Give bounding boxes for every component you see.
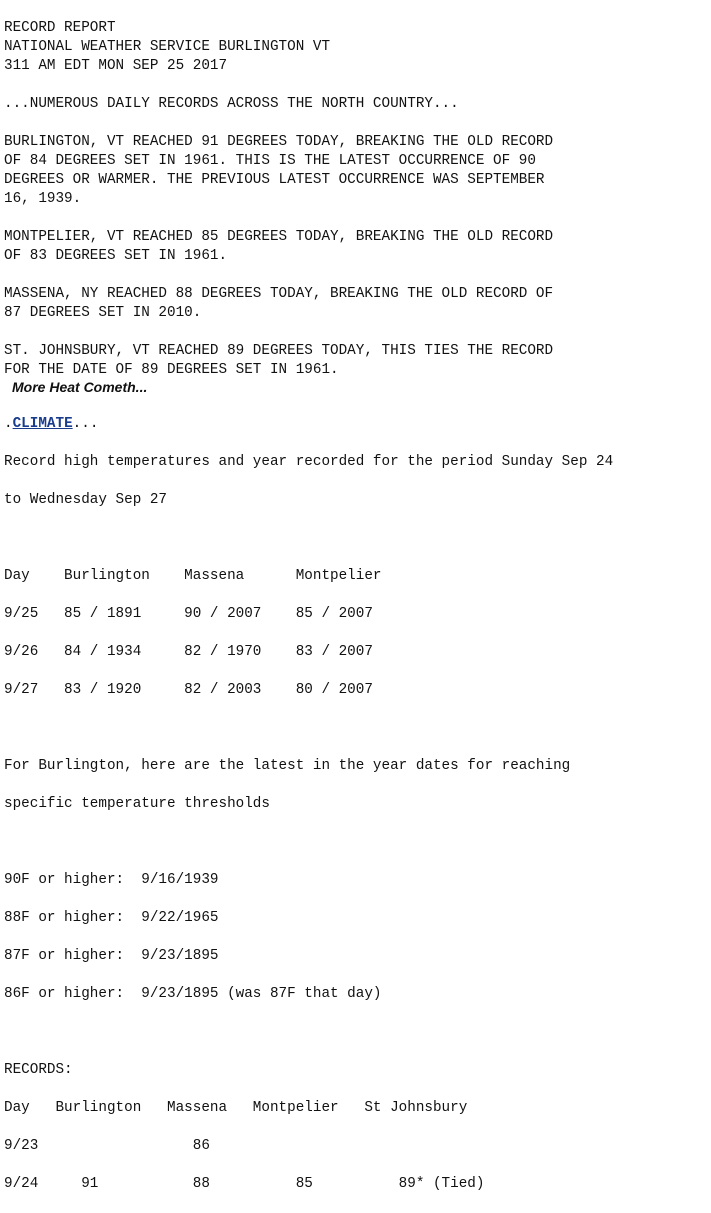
- climate-suffix: ...: [72, 416, 99, 432]
- thresholds-intro-line: For Burlington, here are the latest in the year dates for reaching: [4, 758, 571, 774]
- climate-title: [4, 415, 613, 434]
- paragraph-montpelier: [4, 228, 553, 266]
- report-headline: ...NUMEROUS DAILY RECORDS ACROSS THE NORTH COUNTRY...: [4, 96, 459, 112]
- section-heading: More Heat Cometh...: [12, 379, 148, 395]
- record-report: [4, 0, 553, 399]
- report-header-line-1: RECORD REPORT: [4, 20, 116, 36]
- paragraph-line: 16, 1939.: [4, 191, 82, 207]
- threshold-item: 88F or higher: 9/22/1965: [4, 910, 219, 926]
- report-header-line-3: 311 AM EDT MON SEP 25 2017: [4, 58, 228, 74]
- climate-prefix: .: [4, 416, 13, 432]
- table-row: 9/25 85 / 1891 90 / 2007 85 / 2007: [4, 606, 373, 622]
- threshold-item: 86F or higher: 9/23/1895 (was 87F that day): [4, 986, 382, 1002]
- paragraph-line: FOR THE DATE OF 89 DEGREES SET IN 1961.: [4, 362, 339, 378]
- climate-link[interactable]: CLIMATE: [12, 416, 73, 432]
- paragraph-line: ST. JOHNSBURY, VT REACHED 89 DEGREES TODAY, THIS TIES THE RECORD: [4, 343, 554, 359]
- climate-intro-line: to Wednesday Sep 27: [4, 492, 168, 508]
- records-header: Day Burlington Massena Montpelier St Johnsbury: [4, 1100, 468, 1116]
- records-label: RECORDS:: [4, 1062, 73, 1078]
- table-row: 9/27 83 / 1920 82 / 2003 80 / 2007: [4, 682, 373, 698]
- table-row: 9/23 86: [4, 1138, 210, 1154]
- paragraph-line: MASSENA, NY REACHED 88 DEGREES TODAY, BREAKING THE OLD RECORD OF: [4, 286, 554, 302]
- climate-intro-line: Record high temperatures and year recorded for the period Sunday Sep 24: [4, 454, 614, 470]
- report-header-line-2: NATIONAL WEATHER SERVICE BURLINGTON VT: [4, 39, 331, 55]
- table-row: 9/24 91 88 85 89* (Tied): [4, 1176, 485, 1192]
- paragraph-line: OF 84 DEGREES SET IN 1961. THIS IS THE LATEST OCCURRENCE OF 90: [4, 153, 536, 169]
- paragraph-line: OF 83 DEGREES SET IN 1961.: [4, 248, 228, 264]
- table-row: 9/26 84 / 1934 82 / 1970 83 / 2007: [4, 644, 373, 660]
- paragraph-burlington: [4, 133, 553, 209]
- threshold-item: 90F or higher: 9/16/1939: [4, 872, 219, 888]
- threshold-item: 87F or higher: 9/23/1895: [4, 948, 219, 964]
- records-table-header: Day Burlington Massena Montpelier: [4, 568, 382, 584]
- thresholds-intro-line: specific temperature thresholds: [4, 796, 270, 812]
- paragraph-line: DEGREES OR WARMER. THE PREVIOUS LATEST OCCURRENCE WAS SEPTEMBER: [4, 172, 545, 188]
- paragraph-line: BURLINGTON, VT REACHED 91 DEGREES TODAY, BREAKING THE OLD RECORD: [4, 134, 554, 150]
- climate-section: [4, 396, 613, 1213]
- paragraph-massena: [4, 285, 553, 323]
- paragraph-st-johnsbury: [4, 342, 553, 380]
- paragraph-line: 87 DEGREES SET IN 2010.: [4, 305, 202, 321]
- paragraph-line: MONTPELIER, VT REACHED 85 DEGREES TODAY, BREAKING THE OLD RECORD: [4, 229, 554, 245]
